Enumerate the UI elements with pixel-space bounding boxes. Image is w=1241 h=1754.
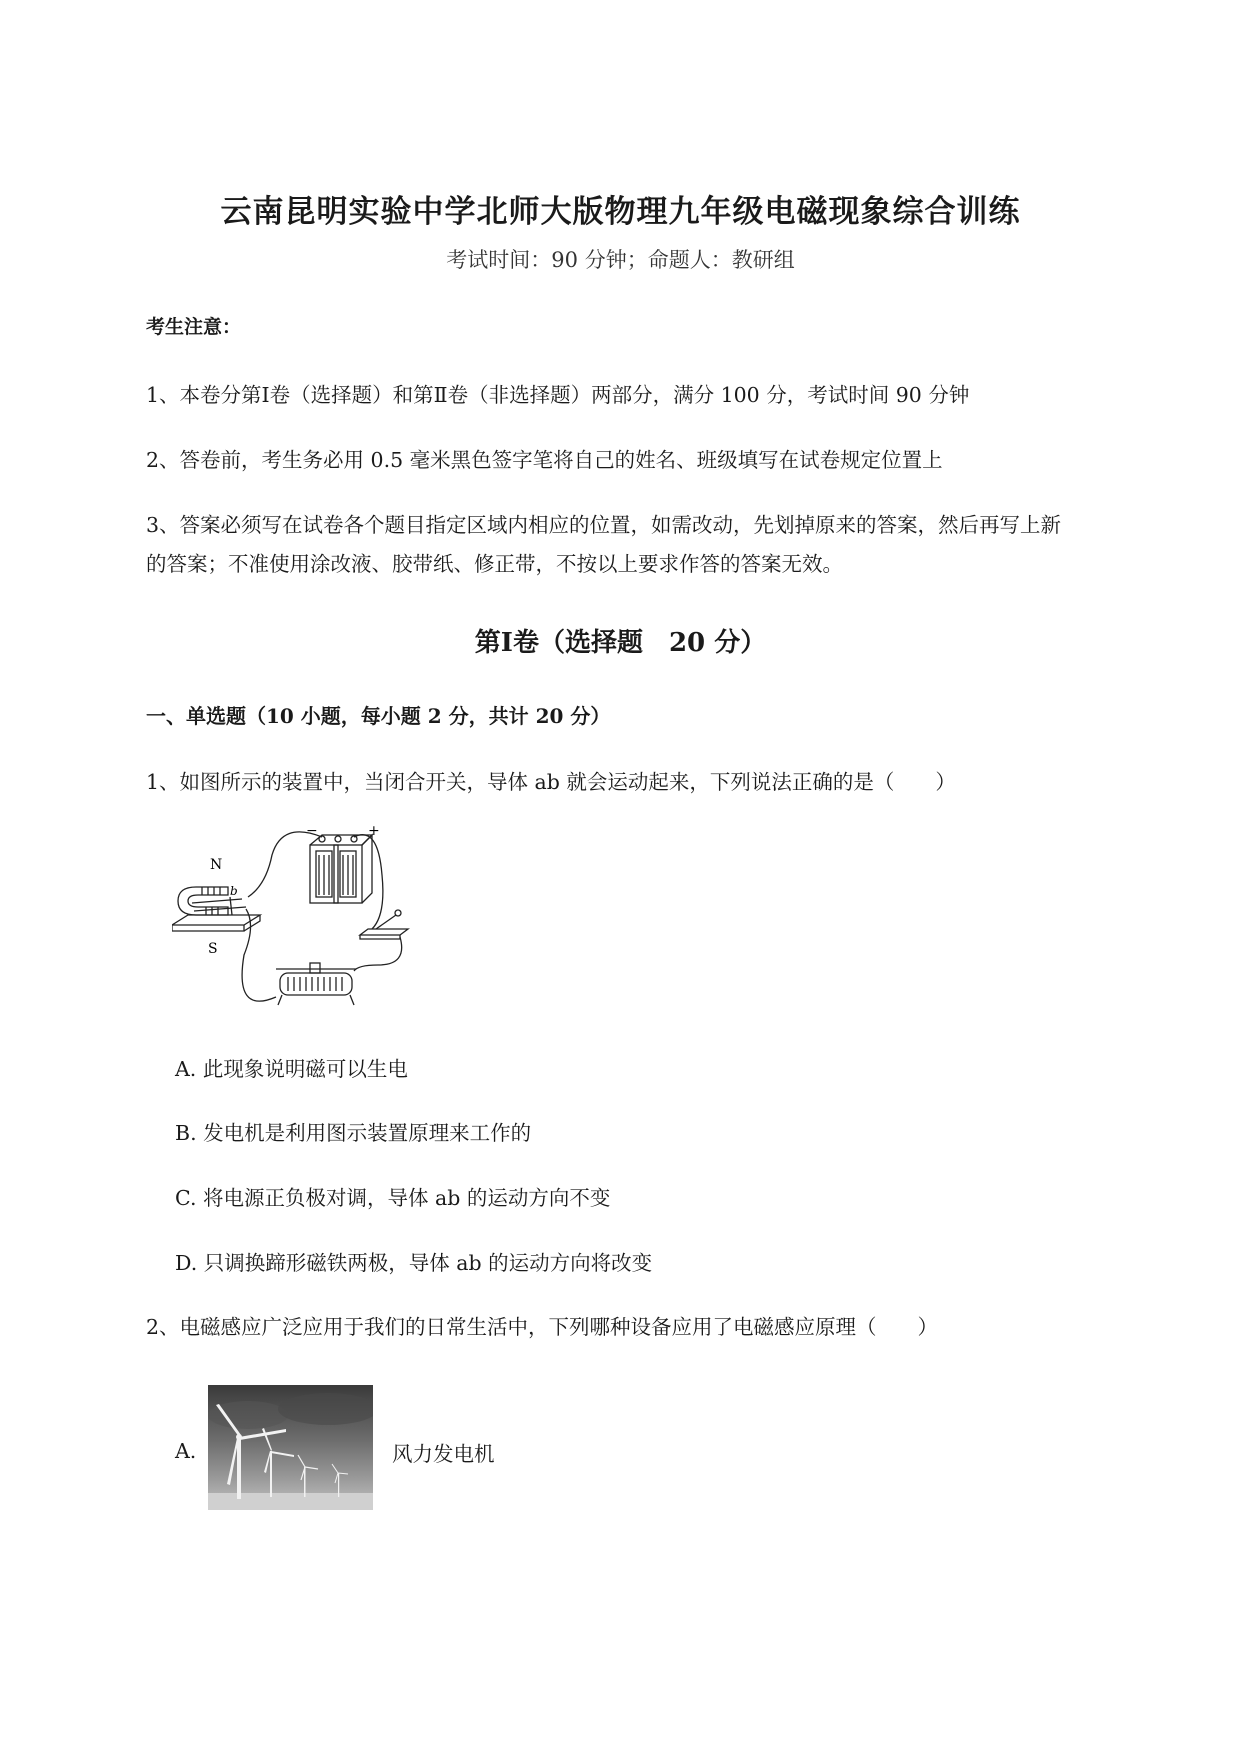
question-2-option-a-letter: A.	[175, 1439, 197, 1463]
circuit-diagram	[172, 825, 472, 1015]
notice-heading: 考生注意：	[146, 316, 242, 338]
minus-label: −	[306, 825, 318, 839]
exam-info: 考试时间：90 分钟；命题人：教研组	[446, 248, 795, 272]
page-title: 云南昆明实验中学北师大版物理九年级电磁现象综合训练	[220, 194, 1021, 230]
section-title: 第Ⅰ卷（选择题 20 分）	[474, 628, 767, 658]
question-1-option-d: D. 只调换蹄形磁铁两极，导体 ab 的运动方向将改变	[175, 1251, 653, 1275]
question-1-option-c: C. 将电源正负极对调，导体 ab 的运动方向不变	[175, 1186, 611, 1210]
question-1-option-b: B. 发电机是利用图示装置原理来工作的	[175, 1121, 532, 1145]
plus-label: +	[368, 825, 380, 839]
notice-item-1: 1、本卷分第Ⅰ卷（选择题）和第Ⅱ卷（非选择题）两部分，满分 100 分，考试时间 90 分钟	[146, 383, 970, 407]
notice-item-3: 3、答案必须写在试卷各个题目指定区域内相应的位置，如需改动，先划掉原来的答案，然后再写上新	[146, 513, 1062, 537]
question-1-option-a: A. 此现象说明磁可以生电	[175, 1057, 408, 1081]
south-pole-label: S	[208, 941, 218, 957]
wind-turbine-photo	[208, 1385, 373, 1510]
part-title: 一、单选题（10 小题，每小题 2 分，共计 20 分）	[146, 704, 611, 728]
question-1-stem: 1、如图所示的装置中，当闭合开关，导体 ab 就会运动起来，下列说法正确的是（ ）	[146, 770, 956, 794]
b-label: b	[230, 884, 238, 898]
question-2-stem: 2、电磁感应广泛应用于我们的日常生活中，下列哪种设备应用了电磁感应原理（ ）	[146, 1315, 939, 1339]
north-pole-label: N	[210, 857, 223, 873]
notice-item-3-continued: 的答案；不准使用涂改液、胶带纸、修正带，不按以上要求作答的答案无效。	[146, 552, 843, 576]
notice-item-2: 2、答卷前，考生务必用 0.5 毫米黑色签字笔将自己的姓名、班级填写在试卷规定位置上	[146, 448, 943, 472]
question-2-option-a-text: 风力发电机	[392, 1442, 495, 1466]
